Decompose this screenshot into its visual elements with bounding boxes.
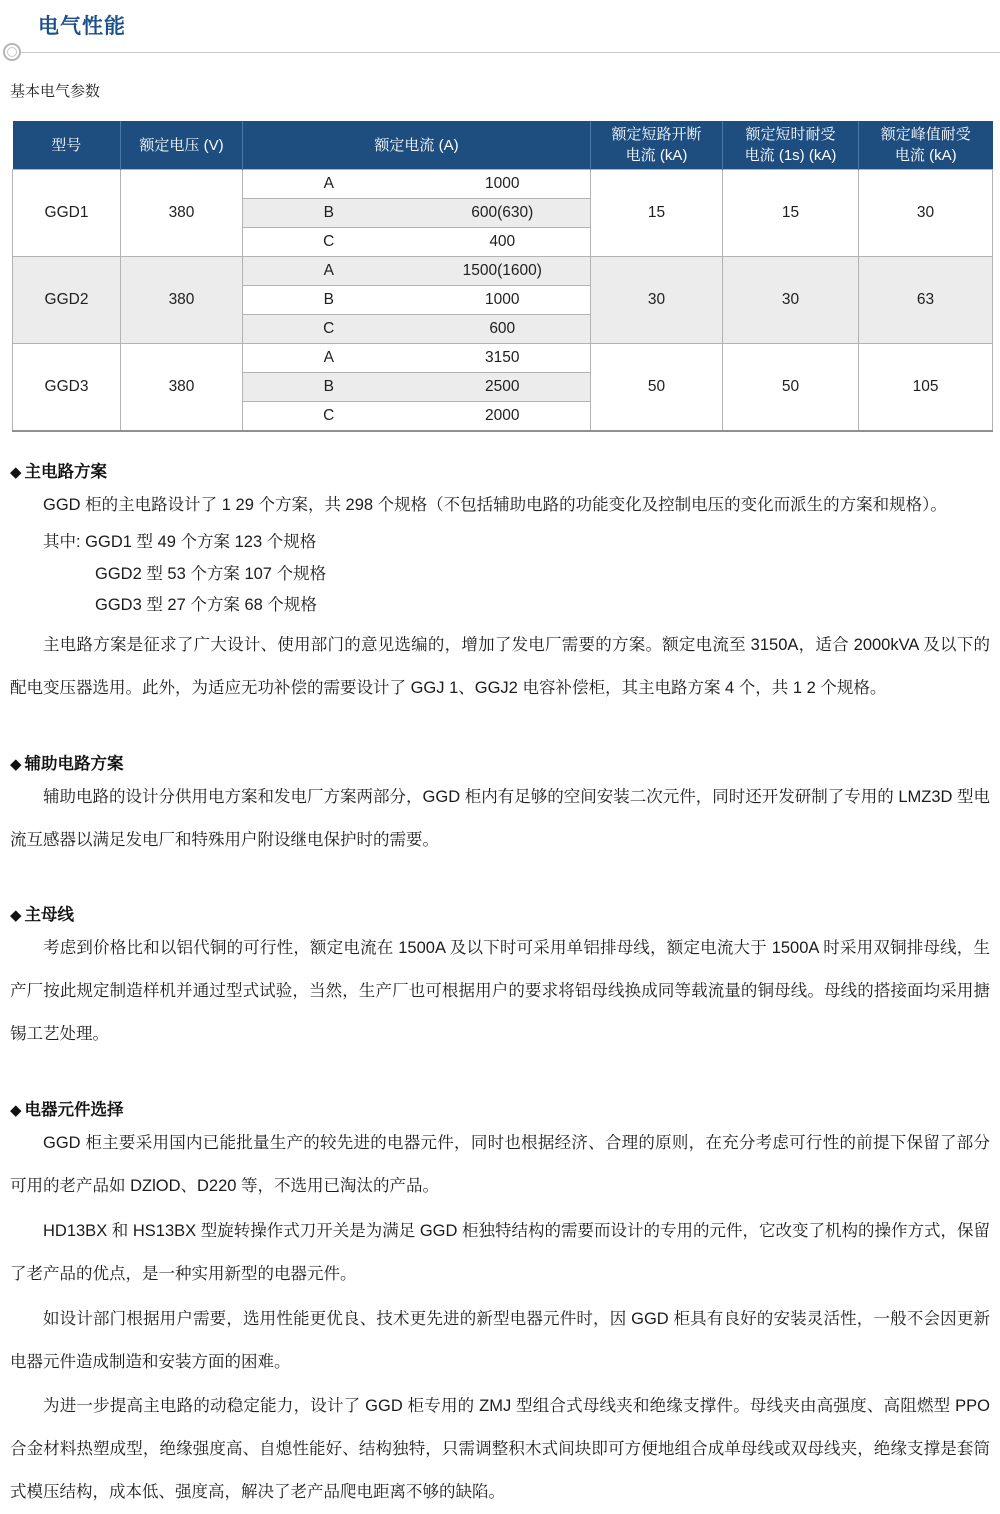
page-title: 电气性能 xyxy=(38,15,126,38)
document-header xyxy=(0,0,1000,101)
cell-current-code: A xyxy=(243,170,415,199)
cell-withstand-current: 15 xyxy=(723,170,859,257)
section-component-selection xyxy=(10,1096,990,1514)
cell-voltage: 380 xyxy=(121,170,243,257)
col-header-breaking-line2: 电流 (kA) xyxy=(625,147,688,164)
section-title xyxy=(10,750,990,774)
section-main-busbar xyxy=(10,901,990,1056)
cell-current-code: C xyxy=(243,315,415,344)
cell-current-value: 2500 xyxy=(415,373,591,402)
col-header-peak-line2: 电流 (kA) xyxy=(894,147,957,164)
section-title-text: 电器元件选择 xyxy=(24,1101,124,1120)
cell-current-code: B xyxy=(243,199,415,228)
paragraph: GGD 柜主要采用国内已能批量生产的较先进的电器元件，同时也根据经济、合理的原则，在充分考虑可行性的前提下保留了部分可用的老产品如 DZlOD、D220 等，不选用已淘汰的产品。 xyxy=(10,1134,990,1196)
diamond-bullet-icon: ◆ xyxy=(10,1102,22,1120)
section-title xyxy=(10,1096,990,1120)
cell-withstand-current: 50 xyxy=(723,344,859,432)
diamond-bullet-icon: ◆ xyxy=(10,464,22,481)
cell-current-value: 600(630) xyxy=(415,199,591,228)
col-header-breaking-line1: 额定短路开断 xyxy=(611,126,702,143)
col-header-withstand-line2: 电流 (1s) (kA) xyxy=(744,147,837,164)
cell-current-value: 2000 xyxy=(415,402,591,432)
table-row xyxy=(13,170,993,199)
cell-current-code: B xyxy=(243,373,415,402)
cell-voltage: 380 xyxy=(121,344,243,432)
cell-breaking-current: 50 xyxy=(591,344,723,432)
table-caption: 基本电气参数 xyxy=(10,83,101,100)
col-header-breaking xyxy=(591,121,723,170)
ring-icon xyxy=(3,43,21,61)
cell-model: GGD2 xyxy=(13,257,121,344)
table-header-row xyxy=(13,121,993,170)
cell-voltage: 380 xyxy=(121,257,243,344)
divider-line xyxy=(14,52,1000,53)
section-title-text: 辅助电路方案 xyxy=(24,754,124,773)
cell-current-code: C xyxy=(243,402,415,432)
section-aux-circuit xyxy=(10,750,990,862)
col-header-withstand xyxy=(723,121,859,170)
cell-current-value: 600 xyxy=(415,315,591,344)
paragraph: 考虑到价格比和以铝代铜的可行性，额定电流在 1500A 及以下时可采用单铝排母线，额定电流大于 1500A 时采用双铜排母线，生产厂按此规定制造样机并通过型式试验，当然，生产厂也可根据用户的要求将铝母线换成同等载流量的铜母线。母线的搭接面均采用搪锡工艺处理。 xyxy=(10,939,990,1044)
section-main-circuit xyxy=(10,458,990,710)
col-header-withstand-line1: 额定短时耐受 xyxy=(745,126,836,143)
cell-current-value: 1000 xyxy=(415,286,591,315)
col-header-peak-line1: 额定峰值耐受 xyxy=(880,126,971,143)
cell-current-value: 1000 xyxy=(415,170,591,199)
table-row xyxy=(13,344,993,373)
cell-current-code: B xyxy=(243,286,415,315)
cell-current-value: 1500(1600) xyxy=(415,257,591,286)
cell-current-code: A xyxy=(243,344,415,373)
section-title xyxy=(10,901,990,925)
cell-model: GGD3 xyxy=(13,344,121,432)
paragraph: GGD 柜的主电路设计了 1 29 个方案，共 298 个规格（不包括辅助电路的功能变化及控制电压的变化而派生的方案和规格）。 xyxy=(43,496,947,514)
paragraph: 如设计部门根据用户需要，选用性能更优良、技术更先进的新型电器元件时，因 GGD 柜具有良好的安装灵活性，一般不会因更新电器元件造成制造和安装方面的困难。 xyxy=(10,1309,990,1371)
diamond-bullet-icon: ◆ xyxy=(10,907,22,925)
col-header-model: 型号 xyxy=(13,121,121,170)
cell-breaking-current: 15 xyxy=(591,170,723,257)
scheme-count-line: GGD3 型 27 个方案 68 个规格 xyxy=(95,596,317,615)
scheme-count-line: GGD2 型 53 个方案 107 个规格 xyxy=(95,564,327,583)
cell-current-code: C xyxy=(243,228,415,257)
cell-current-code: A xyxy=(243,257,415,286)
electrical-params-table xyxy=(12,121,993,432)
paragraph: HD13BX 和 HS13BX 型旋转操作式刀开关是为满足 GGD 柜独特结构的需要而设计的专用的元件，它改变了机构的操作方式，保留了老产品的优点，是一种实用新型的电器元件。 xyxy=(10,1221,990,1283)
cell-current-value: 400 xyxy=(415,228,591,257)
paragraph: 辅助电路的设计分供用电方案和发电厂方案两部分，GGD 柜内有足够的空间安装二次元件，同时还开发研制了专用的 LMZ3D 型电流互感器以满足发电厂和特殊用户附设继电保护时的需要。 xyxy=(10,787,990,849)
title-divider xyxy=(0,42,1000,66)
section-title xyxy=(10,458,990,482)
col-header-voltage: 额定电压 (V) xyxy=(121,121,243,170)
col-header-current: 额定电流 (A) xyxy=(243,121,591,170)
paragraph: 主电路方案是征求了广大设计、使用部门的意见选编的，增加了发电厂需要的方案。额定电流至 3150A，适合 2000kVA 及以下的配电变压器选用。此外，为适应无功补偿的需要设计了 GGJ 1、GGJ2 电容补偿柜，其主电路方案 4 个，共 1 2 个规格。 xyxy=(10,635,990,697)
cell-peak-current: 30 xyxy=(859,170,993,257)
table-row xyxy=(13,257,993,286)
cell-breaking-current: 30 xyxy=(591,257,723,344)
scheme-count-line: 其中: GGD1 型 49 个方案 123 个规格 xyxy=(43,532,317,551)
section-title-text: 主母线 xyxy=(24,906,75,925)
cell-peak-current: 63 xyxy=(859,257,993,344)
cell-current-value: 3150 xyxy=(415,344,591,373)
paragraph: 为进一步提高主电路的动稳定能力，设计了 GGD 柜专用的 ZMJ 型组合式母线夹和绝缘支撑件。母线夹由高强度、高阻燃型 PPO 合金材料热塑成型，绝缘强度高、自熄性能好、结构独特，只需调整积木式间块即可方便地组合成单母线或双母线夹，绝缘支撑是套筒式模压结构，成本低、强度高，解决了老产品爬电距离不够的缺陷。 xyxy=(10,1397,990,1502)
cell-peak-current: 105 xyxy=(859,344,993,432)
section-title-text: 主电路方案 xyxy=(24,463,108,481)
cell-withstand-current: 30 xyxy=(723,257,859,344)
cell-model: GGD1 xyxy=(13,170,121,257)
diamond-bullet-icon: ◆ xyxy=(10,755,22,773)
col-header-peak xyxy=(859,121,993,170)
